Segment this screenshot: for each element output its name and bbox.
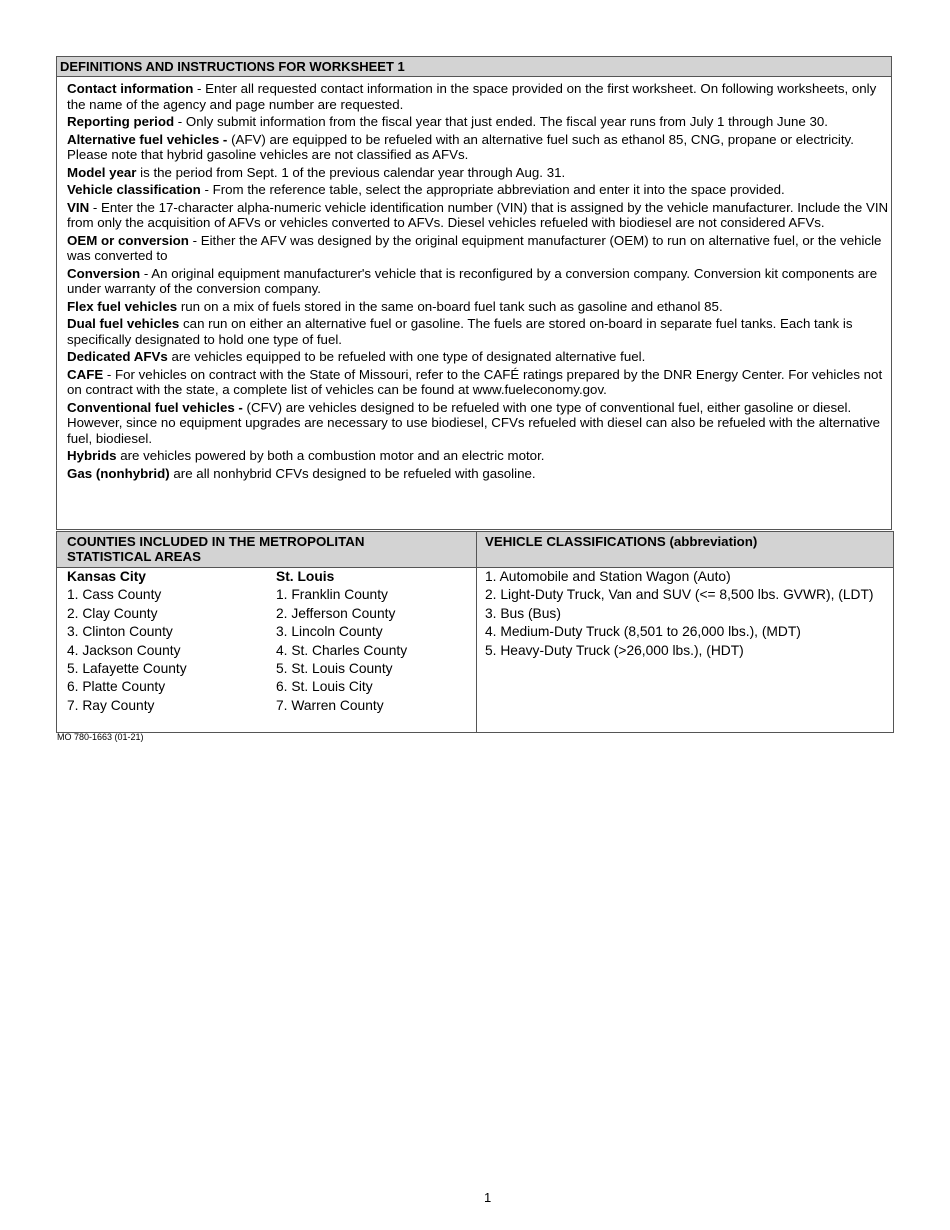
definition-term: Alternative fuel vehicles - (67, 131, 228, 147)
county-item: 5. Lafayette County (67, 660, 187, 676)
county-item: 1. Cass County (67, 587, 162, 603)
definition-text: - Only submit information from the fiscal year that just ended. The fiscal year runs from July 1 through June 30. (174, 114, 828, 129)
definition-term: Flex fuel vehicles (67, 298, 178, 314)
vehicle-classifications-column (485, 568, 874, 660)
vehicle-classifications-header: VEHICLE CLASSIFICATIONS (abbreviation) (485, 534, 758, 549)
definition-text: - Either the AFV was designed by the original equipment manufacturer (OEM) to run on alternative fuel, or the vehicle was converted to (67, 232, 882, 263)
definition-term: Vehicle classification (67, 182, 201, 197)
classification-item: 5. Heavy-Duty Truck (>26,000 lbs.), (HDT) (485, 642, 744, 658)
definition-item (67, 349, 891, 365)
definition-text: (CFV) are vehicles designed to be refueled with one type of conventional fuel, either gasoline or diesel. However, since no equipment upgrades are necessary to use biodiesel, CFVs refueled with diesel can also be refueled with the alternative fuel, biodiesel. (67, 399, 881, 446)
definition-item (67, 266, 891, 297)
county-item: 5. St. Louis County (276, 660, 393, 676)
county-item: 3. Lincoln County (276, 624, 383, 640)
definition-text: are vehicles powered by both a combustion motor and an electric motor. (116, 448, 545, 463)
definition-item (67, 466, 891, 482)
definitions-section (56, 56, 892, 530)
definition-item (67, 400, 891, 447)
definition-item (67, 448, 891, 464)
definition-term: VIN (67, 199, 90, 215)
definition-term: Dedicated AFVs (67, 349, 168, 364)
st-louis-column (276, 568, 407, 715)
definition-item (67, 114, 891, 130)
county-item: 2. Clay County (67, 605, 158, 621)
definition-term: CAFE (67, 366, 104, 382)
definitions-title: DEFINITIONS AND INSTRUCTIONS FOR WORKSHEET 1 (57, 57, 891, 77)
definition-term: Conversion (67, 265, 141, 281)
definition-text: - From the reference table, select the appropriate abbreviation and enter it into the space provided. (200, 182, 785, 197)
definition-term: Gas (nonhybrid) (67, 465, 170, 481)
definition-term: Dual fuel vehicles (67, 316, 180, 331)
counties-header: COUNTIES INCLUDED IN THE METROPOLITAN STATISTICAL AREAS (67, 534, 365, 564)
definition-term: Reporting period (67, 114, 175, 129)
definition-text: can run on either an alternative fuel or gasoline. The fuels are stored on-board in separate fuel tanks. Each tank is specifically designated to hold one type of fuel. (67, 316, 853, 347)
column-divider (476, 532, 477, 732)
definition-item (67, 81, 891, 112)
definition-text: (AFV) are equipped to be refueled with an alternative fuel such as ethanol 85, CNG, propane or electricity. Please note that hybrid gasoline vehicles are not classified as AFVs. (67, 131, 854, 162)
classification-item: 2. Light-Duty Truck, Van and SUV (<= 8,500 lbs. GVWR), (LDT) (485, 587, 874, 603)
kansas-city-column (67, 568, 187, 715)
county-item: 4. St. Charles County (276, 642, 408, 658)
definition-text: - Enter the 17-character alpha-numeric vehicle identification number (VIN) that is assigned by the vehicle manufacturer. Include the VIN from only the acquisition of AFVs or vehicles converted to AFVs. Diesel vehicles refueled with biodiesel are not considered AFVs. (67, 199, 889, 230)
definition-text: - For vehicles on contract with the State of Missouri, refer to the CAFÉ ratings prepared by the DNR Energy Center. For vehicles not on contract with the state, a complete list of vehicles can be found at www.fueleconomy.gov. (67, 366, 883, 397)
definition-term: Hybrids (67, 448, 117, 463)
definition-text: run on a mix of fuels stored in the same on-board fuel tank such as gasoline and ethanol 85. (177, 298, 723, 314)
classification-item: 1. Automobile and Station Wagon (Auto) (485, 569, 731, 584)
definition-item (67, 165, 891, 181)
definition-term: OEM or conversion (67, 232, 189, 248)
st-louis-label: St. Louis (276, 569, 335, 584)
county-item: 4. Jackson County (67, 642, 181, 658)
classification-item: 3. Bus (Bus) (485, 605, 561, 621)
definition-item (67, 316, 891, 347)
county-item: 6. Platte County (67, 679, 166, 695)
form-number: MO 780-1663 (01-21) (57, 732, 144, 742)
definition-item (67, 233, 891, 264)
definitions-list (57, 77, 891, 481)
county-item: 7. Ray County (67, 697, 155, 713)
page-number: 1 (484, 1190, 492, 1205)
definition-item (67, 182, 891, 198)
county-item: 2. Jefferson County (276, 605, 396, 621)
definition-item (67, 299, 891, 315)
definition-term: Contact information (67, 81, 194, 96)
classification-item: 4. Medium-Duty Truck (8,501 to 26,000 lbs.), (MDT) (485, 624, 801, 640)
county-item: 6. St. Louis City (276, 679, 373, 695)
county-item: 7. Warren County (276, 697, 384, 713)
definition-item (67, 132, 891, 163)
county-item: 1. Franklin County (276, 587, 388, 603)
definition-text: are all nonhybrid CFVs designed to be refueled with gasoline. (169, 465, 536, 481)
definition-text: - Enter all requested contact information in the space provided on the first worksheet. On following worksheets, only the name of the agency and page number are requested. (67, 81, 877, 112)
kansas-city-label: Kansas City (67, 569, 146, 584)
reference-table (56, 531, 894, 733)
county-item: 3. Clinton County (67, 624, 173, 640)
definition-term: Conventional fuel vehicles - (67, 399, 243, 415)
definition-text: is the period from Sept. 1 of the previous calendar year through Aug. 31. (136, 164, 566, 180)
definition-text: - An original equipment manufacturer's vehicle that is reconfigured by a conversion company. Conversion kit components are under warranty of the conversion company. (67, 265, 878, 296)
definition-item (67, 200, 891, 231)
definition-item (67, 367, 891, 398)
definition-term: Model year (67, 164, 137, 180)
definition-text: are vehicles equipped to be refueled with one type of designated alternative fuel. (167, 349, 646, 364)
